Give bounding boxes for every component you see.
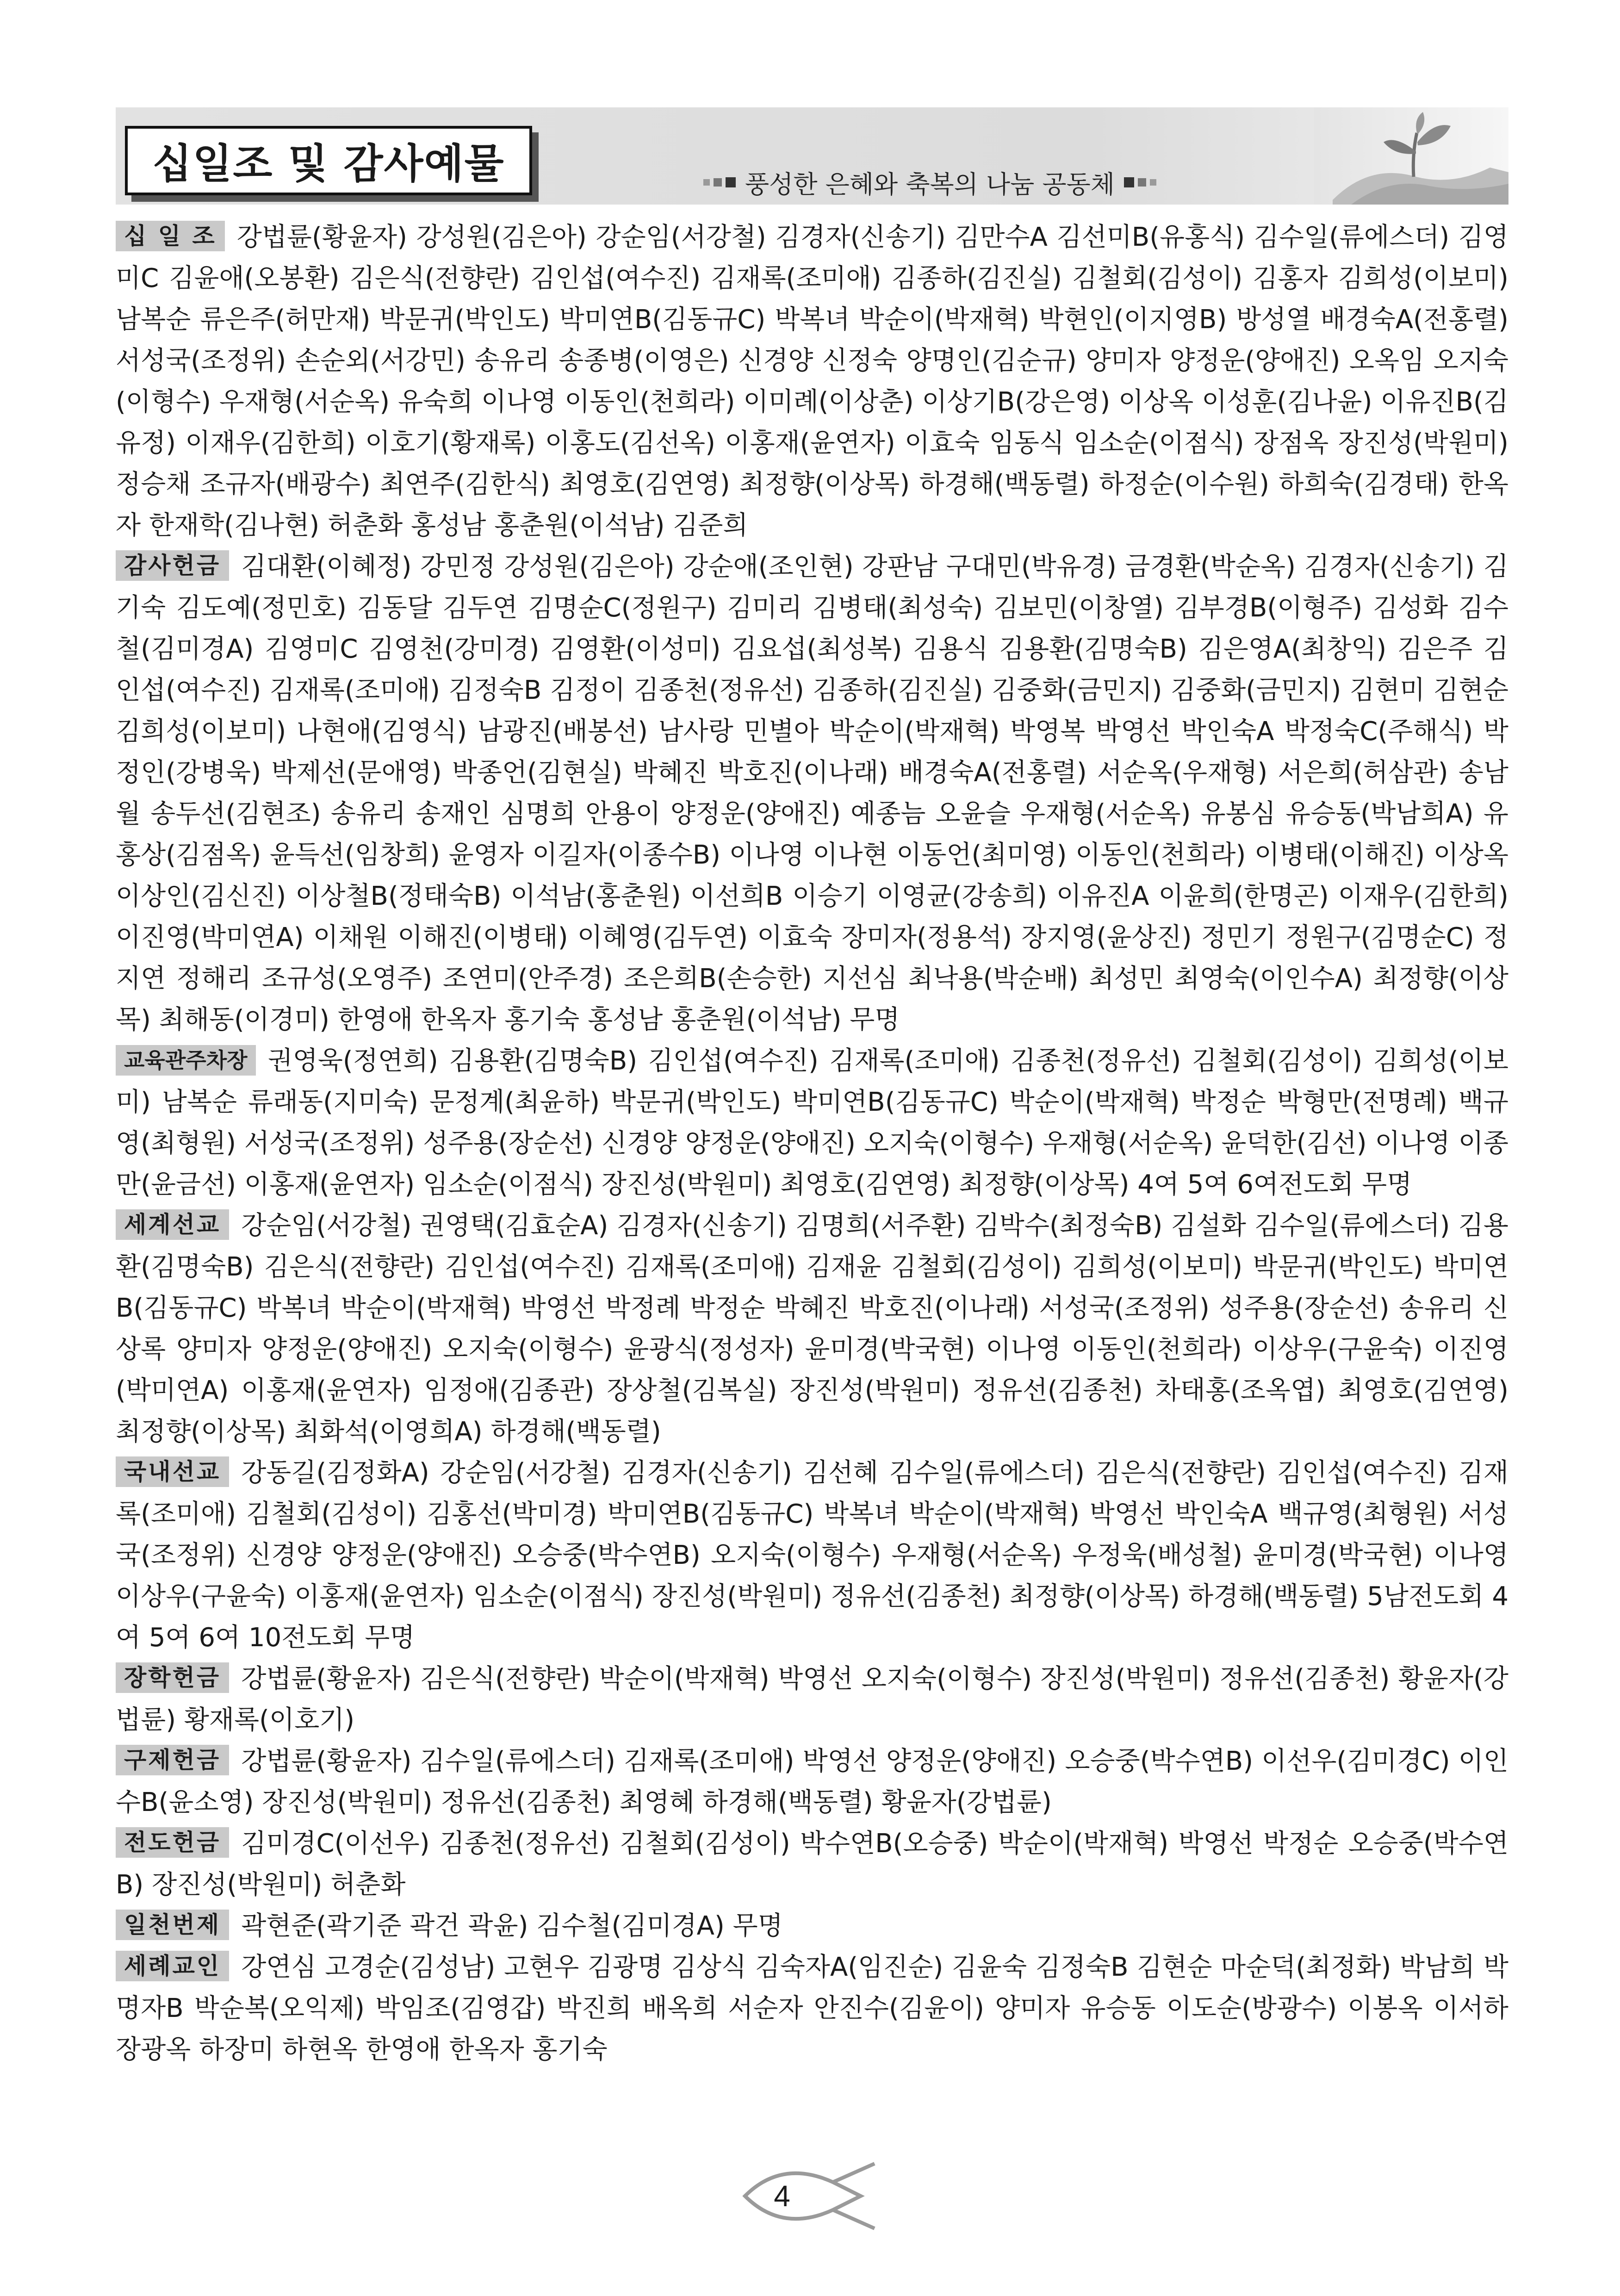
section-label: 장학헌금: [116, 1662, 229, 1693]
section-relief: [116, 1741, 1508, 1823]
subtitle-text: 풍성한 은혜와 축복의 나눔 공동체: [745, 169, 1115, 199]
section-label: 구제헌금: [116, 1745, 229, 1775]
section-baptized-members: [116, 1947, 1508, 2070]
section-parking: [116, 1040, 1508, 1205]
section-names: 김미경C(이선우) 김종천(정유선) 김철회(김성이) 박수연B(오승중) 박순이(박재혁) 박영선 박정순 오승중(박수연B) 장진성(박원미) 허춘화: [116, 1829, 1508, 1900]
square-bullet-icon: [1124, 177, 1134, 187]
section-label: 전도헌금: [116, 1827, 229, 1858]
page-footer: [736, 2154, 884, 2238]
section-names: 강동길(김정화A) 강순임(서강철) 김경자(신송기) 김선혜 김수일(류에스더) 김은식(전향란) 김인섭(여수진) 김재록(조미애) 김철회(김성이) 김홍선(박미경) 박미연B(김동규C) 박복녀 박순이(박재혁) 박영선 박인숙A 백규영(최형원) 서성국(조정위) 신경양 양정운(양애진) 오승중(박수연B) 오지숙(이형수) 우재형(서순옥) 우정욱(배성철) 윤미경(박국현) 이나영 이상우(구윤숙) 이홍재(윤연자) 임소순(이점식) 장진성(박원미) 정유선(김종천) 최정향(이상목) 하경해(백동렬) 5남전도회 4여 5여 6여 10전도회 무명: [116, 1458, 1508, 1653]
section-label: 세례교인: [116, 1951, 229, 1981]
section-names: 강연심 고경순(김성남) 고현우 김광명 김상식 김숙자A(임진순) 김윤숙 김정숙B 김현순 마순덕(최정화) 박남희 박명자B 박순복(오익제) 박임조(김영갑) 박진희 배옥희 서순자 안진수(김윤이) 양미자 유승동 이도순(방광수) 이봉옥 이서하 장광옥 하장미 하현옥 한영애 한옥자 홍기숙: [116, 1952, 1508, 2065]
plant-hands-icon: [1314, 107, 1508, 205]
square-bullet-icon: [726, 177, 736, 187]
page-header: [116, 107, 1508, 205]
section-names: 강법륜(황윤자) 김수일(류에스더) 김재록(조미애) 박영선 양정운(양애진) 오승중(박수연B) 이선우(김미경C) 이인수B(윤소영) 장진성(박원미) 정유선(김종천) 최영혜 하경해(백동렬) 황윤자(강법륜): [116, 1746, 1508, 1817]
section-tithe: [116, 217, 1508, 546]
offering-list: [116, 217, 1508, 2070]
page-number: 4: [774, 2179, 790, 2213]
square-bullet-icon: [703, 179, 710, 186]
section-names: 강순임(서강철) 권영택(김효순A) 김경자(신송기) 김명희(서주환) 김박수(최정숙B) 김설화 김수일(류에스더) 김용환(김명숙B) 김은식(전향란) 김인섭(여수진) 김재록(조미애) 김재윤 김철회(김성이) 김희성(이보미) 박문귀(박인도) 박미연B(김동규C) 박복녀 박순이(박재혁) 박영선 박정례 박정순 박혜진 박호진(이나래) 서성국(조정위) 성주용(장순선) 송유리 신상록 양미자 양정운(양애진) 오지숙(이형수) 윤광식(정성자) 윤미경(박국현) 이나영 이동인(천희라) 이상우(구윤숙) 이진영(박미연A) 이홍재(윤연자) 임정애(김종관) 장상철(김복실) 장진성(박원미) 정유선(김종천) 차태홍(조옥엽) 최영호(김연영) 최정향(이상목) 최화석(이영희A) 하경해(백동렬): [116, 1211, 1508, 1447]
section-label: 세계선교: [116, 1209, 229, 1240]
subtitle: [703, 164, 1160, 201]
section-scholarship: [116, 1658, 1508, 1741]
section-thousand-offering: [116, 1905, 1508, 1947]
title-box: [125, 126, 532, 195]
section-label: 감사헌금: [116, 550, 229, 581]
section-domestic-mission: [116, 1452, 1508, 1658]
square-bullet-icon: [1138, 178, 1146, 187]
section-names: 강법륜(황윤자) 강성원(김은아) 강순임(서강철) 김경자(신송기) 김만수A 김선미B(유홍식) 김수일(류에스더) 김영미C 김윤애(오봉환) 김은식(전향란) 김인섭(여수진) 김재록(조미애) 김종하(김진실) 김철회(김성이) 김홍자 김희성(이보미) 남복순 류은주(허만재) 박문귀(박인도) 박미연B(김동규C) 박복녀 박순이(박재혁) 박현인(이지영B) 방성열 배경숙A(전홍렬) 서성국(조정위) 손순외(서강민) 송유리 송종병(이영은) 신경양 신정숙 양명인(김순규) 양미자 양정운(양애진) 오옥임 오지숙(이형수) 우재형(서순옥) 유숙희 이나영 이동인(천희라) 이미례(이상춘) 이상기B(강은영) 이상옥 이성훈(김나윤) 이유진B(김유정) 이재우(김한희) 이호기(황재록) 이홍도(김선옥) 이홍재(윤연자) 이효숙 임동식 임소순(이점식) 장점옥 장진성(박원미) 정승채 조규자(배광수) 최연주(김한식) 최영호(김연영) 최정향(이상목) 하경해(백동렬) 하정순(이수원) 하희숙(김경태) 한옥자 한재학(김나현) 허춘화 홍성남 홍춘원(이석남) 김준희: [116, 222, 1508, 541]
square-bullet-icon: [714, 178, 722, 187]
section-names: 권영욱(정연희) 김용환(김명숙B) 김인섭(여수진) 김재록(조미애) 김종천(정유선) 김철회(김성이) 김희성(이보미) 남복순 류래동(지미숙) 문정계(최윤하) 박문귀(박인도) 박미연B(김동규C) 박순이(박재혁) 박정순 박형만(전명례) 백규영(최형원) 서성국(조정위) 성주용(장순선) 신경양 양정운(양애진) 오지숙(이형수) 우재형(서순옥) 윤덕한(김선) 이나영 이종만(윤금선) 이홍재(윤연자) 임소순(이점식) 장진성(박원미) 최영호(김연영) 최정향(이상목) 4여 5여 6여전도회 무명: [116, 1046, 1508, 1200]
section-world-mission: [116, 1205, 1508, 1452]
section-thanksgiving: [116, 546, 1508, 1040]
section-names: 강법륜(황윤자) 김은식(전향란) 박순이(박재혁) 박영선 오지숙(이형수) 장진성(박원미) 정유선(김종천) 황윤자(강법륜) 황재록(이호기): [116, 1664, 1508, 1735]
square-bullet-icon: [1150, 179, 1156, 186]
section-evangelism: [116, 1823, 1508, 1905]
section-label: 국내선교: [116, 1456, 229, 1487]
section-names: 김대환(이혜정) 강민정 강성원(김은아) 강순애(조인현) 강판남 구대민(박유경) 금경환(박순옥) 김경자(신송기) 김기숙 김도예(정민호) 김동달 김두연 김명순C(정원구) 김미리 김병태(최성숙) 김보민(이창열) 김부경B(이형주) 김성화 김수철(김미경A) 김영미C 김영천(강미경) 김영환(이성미) 김요섭(최성복) 김용식 김용환(김명숙B) 김은영A(최창익) 김은주 김인섭(여수진) 김재록(조미애) 김정숙B 김정이 김종천(정유선) 김종하(김진실) 김중화(금민지) 김중화(금민지) 김현미 김현순 김희성(이보미) 나현애(김영식) 남광진(배봉선) 남사랑 민별아 박순이(박재혁) 박영복 박영선 박인숙A 박정숙C(주해식) 박정인(강병욱) 박제선(문애영) 박종언(김현실) 박혜진 박호진(이나래) 배경숙A(전홍렬) 서순옥(우재형) 서은희(허삼관) 송남월 송두선(김현조) 송유리 송재인 심명희 안용이 양정운(양애진) 예종늠 오윤슬 우재형(서순옥) 유봉심 유승동(박남희A) 유홍상(김점옥) 윤득선(임창희) 윤영자 이길자(이종수B) 이나영 이나현 이동언(최미영) 이동인(천희라) 이병태(이해진) 이상옥 이상인(김신진) 이상철B(정태숙B) 이석남(홍춘원) 이선희B 이승기 이영균(강송희) 이유진A 이윤희(한명곤) 이재우(김한희) 이진영(박미연A) 이채원 이해진(이병태) 이혜영(김두연) 이효숙 장미자(정용석) 장지영(윤상진) 정민기 정원구(김명순C) 정지연 정해리 조규성(오영주) 조연미(안주경) 조은희B(손승한) 지선심 최낙용(박순배) 최성민 최영숙(이인수A) 최정향(이상목) 최해동(이경미) 한영애 한옥자 홍기숙 홍성남 홍춘원(이석남) 무명: [116, 552, 1508, 1035]
section-label: 십 일 조: [116, 221, 225, 251]
page-title: 십일조 및 감사예물: [152, 140, 505, 187]
section-label: 일천번제: [116, 1910, 229, 1940]
section-label: 교육관주차장: [116, 1045, 256, 1076]
section-names: 곽현준(곽기준 곽건 곽윤) 김수철(김미경A) 무명: [241, 1911, 783, 1941]
